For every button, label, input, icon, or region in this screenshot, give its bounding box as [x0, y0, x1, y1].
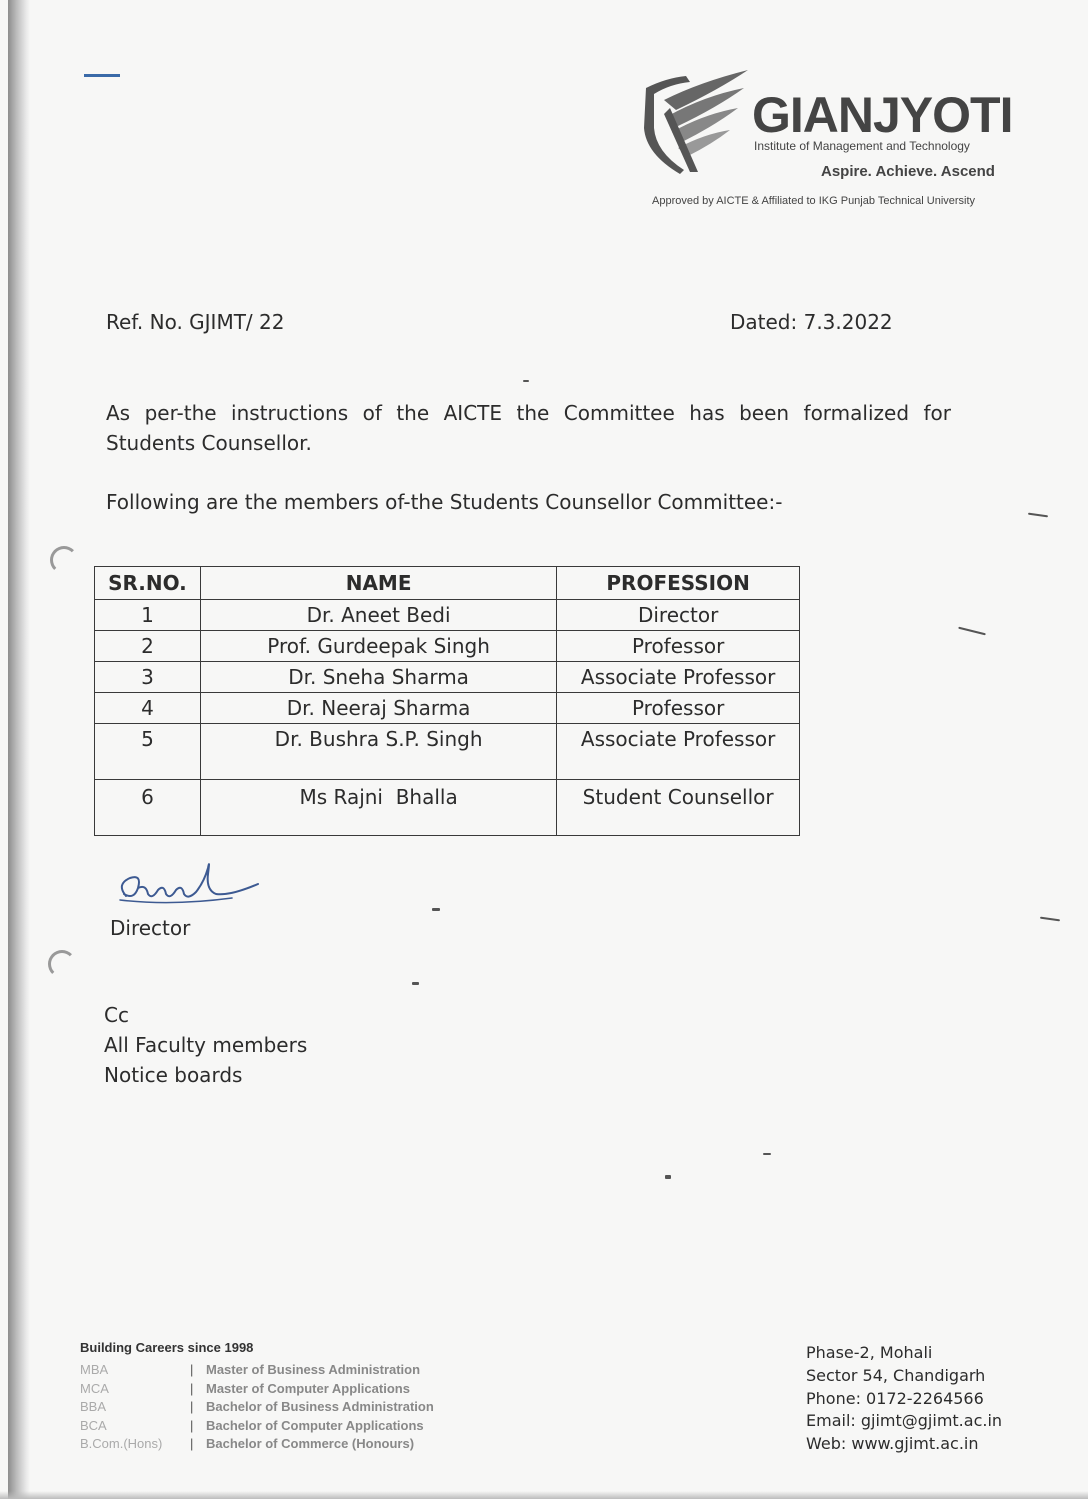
table-header-row: [95, 567, 800, 600]
approval-line: Approved by AICTE & Affiliated to IKG Punjab Technical University: [652, 195, 976, 207]
column-header-profession: PROFESSION: [557, 567, 800, 600]
table-row: [95, 724, 800, 780]
column-header-sr: SR.NO.: [95, 567, 201, 600]
column-header-name: NAME: [200, 567, 556, 600]
cell-name: Dr. Bushra S.P. Singh: [200, 724, 556, 780]
cell-name: Prof. Gurdeepak Singh: [200, 631, 556, 662]
table-row: [95, 631, 800, 662]
email-address: Email: gjimt@gjimt.ac.in: [806, 1411, 1003, 1431]
cell-name: Dr. Neeraj Sharma: [200, 693, 556, 724]
scan-binding-edge: [8, 0, 30, 1499]
punch-hole-mark: [48, 950, 76, 978]
course-item: BCA | Bachelor of Computer Applications: [80, 1417, 434, 1436]
members-intro: Following are the members of-the Students Counsellor Committee:-: [106, 490, 783, 514]
cell-sr: 2: [95, 631, 201, 662]
footer-since: Building Careers since 1998: [80, 1340, 254, 1355]
footer-address: [806, 1342, 1002, 1456]
course-name: Bachelor of Business Administration: [206, 1399, 434, 1415]
footer-courses: [80, 1340, 434, 1454]
cell-name: Dr. Aneet Bedi: [200, 600, 556, 631]
scan-speck: [1028, 513, 1048, 518]
cell-profession: Professor: [557, 631, 800, 662]
cc-label: Cc: [104, 1003, 129, 1027]
letter-date: Dated: 7.3.2022: [730, 310, 893, 334]
course-item: BBA | Bachelor of Business Administration: [80, 1398, 434, 1417]
cell-profession: Professor: [557, 693, 800, 724]
director-signature: [112, 854, 262, 910]
address-line: Phase-2, Mohali: [806, 1343, 933, 1362]
scan-speck: [523, 380, 529, 382]
table-row: [95, 693, 800, 724]
cc-recipient: All Faculty members: [104, 1033, 308, 1057]
course-code: MCA: [80, 1380, 109, 1396]
institute-tagline: Aspire. Achieve. Ascend: [821, 163, 995, 180]
course-code: BBA: [80, 1399, 107, 1415]
cell-profession: Student Counsellor: [557, 780, 800, 836]
course-item: MBA | Master of Business Administration: [80, 1361, 434, 1380]
cc-recipient: Notice boards: [104, 1063, 243, 1087]
institute-logo: [640, 68, 1013, 218]
pen-mark: [84, 74, 120, 77]
cell-profession: Associate Professor: [557, 724, 800, 780]
scan-bottom-edge: [0, 1491, 1088, 1499]
cell-profession: Associate Professor: [557, 662, 800, 693]
table-row: [95, 780, 800, 836]
scan-speck: [665, 1175, 671, 1179]
institute-name: Institute of Management and Technology: [754, 139, 970, 153]
scan-speck: [432, 908, 440, 911]
course-item: MCA | Master of Computer Applications: [80, 1380, 434, 1399]
cell-sr: 3: [95, 662, 201, 693]
cell-sr: 1: [95, 600, 201, 631]
cell-sr: 4: [95, 693, 201, 724]
website-address: Web: www.gjimt.ac.in: [806, 1434, 979, 1454]
table-row: [95, 662, 800, 693]
cell-name: Dr. Sneha Sharma: [200, 662, 556, 693]
cell-sr: 5: [95, 724, 201, 780]
scan-speck: [1040, 917, 1060, 922]
committee-table: [94, 566, 800, 836]
course-name: Master of Business Administration: [206, 1362, 421, 1377]
course-code: B.Com.(Hons): [80, 1436, 163, 1452]
scan-speck: [412, 982, 419, 985]
scan-speck: [958, 627, 986, 636]
course-name: Bachelor of Commerce (Honours): [206, 1436, 415, 1452]
address-line: Sector 54, Chandigarh: [806, 1365, 986, 1385]
course-name: Master of Computer Applications: [206, 1380, 410, 1396]
cell-profession: Director: [557, 600, 800, 631]
shield-wings-icon: [640, 68, 752, 176]
punch-hole-mark: [50, 546, 78, 574]
phone-number: Phone: 0172-2264566: [806, 1388, 984, 1408]
brand-name: GIANJYOTI: [752, 87, 1013, 143]
course-name: Bachelor of Computer Applications: [206, 1417, 424, 1433]
cell-name: Ms Rajni Bhalla: [200, 780, 556, 836]
course-code: MBA: [80, 1362, 109, 1377]
cell-sr: 6: [95, 780, 201, 836]
body-paragraph: As per-the instructions of the AICTE the Committee has been formalized for Students Counsellor.: [106, 401, 951, 455]
cc-block: [104, 1000, 307, 1090]
reference-number: Ref. No. GJIMT/ 22: [106, 310, 285, 334]
course-code: BCA: [80, 1417, 107, 1433]
signatory-title: Director: [110, 916, 191, 940]
course-item: B.Com.(Hons) | Bachelor of Commerce (Honours): [80, 1435, 434, 1454]
table-row: [95, 600, 800, 631]
scan-speck: [763, 1153, 771, 1155]
